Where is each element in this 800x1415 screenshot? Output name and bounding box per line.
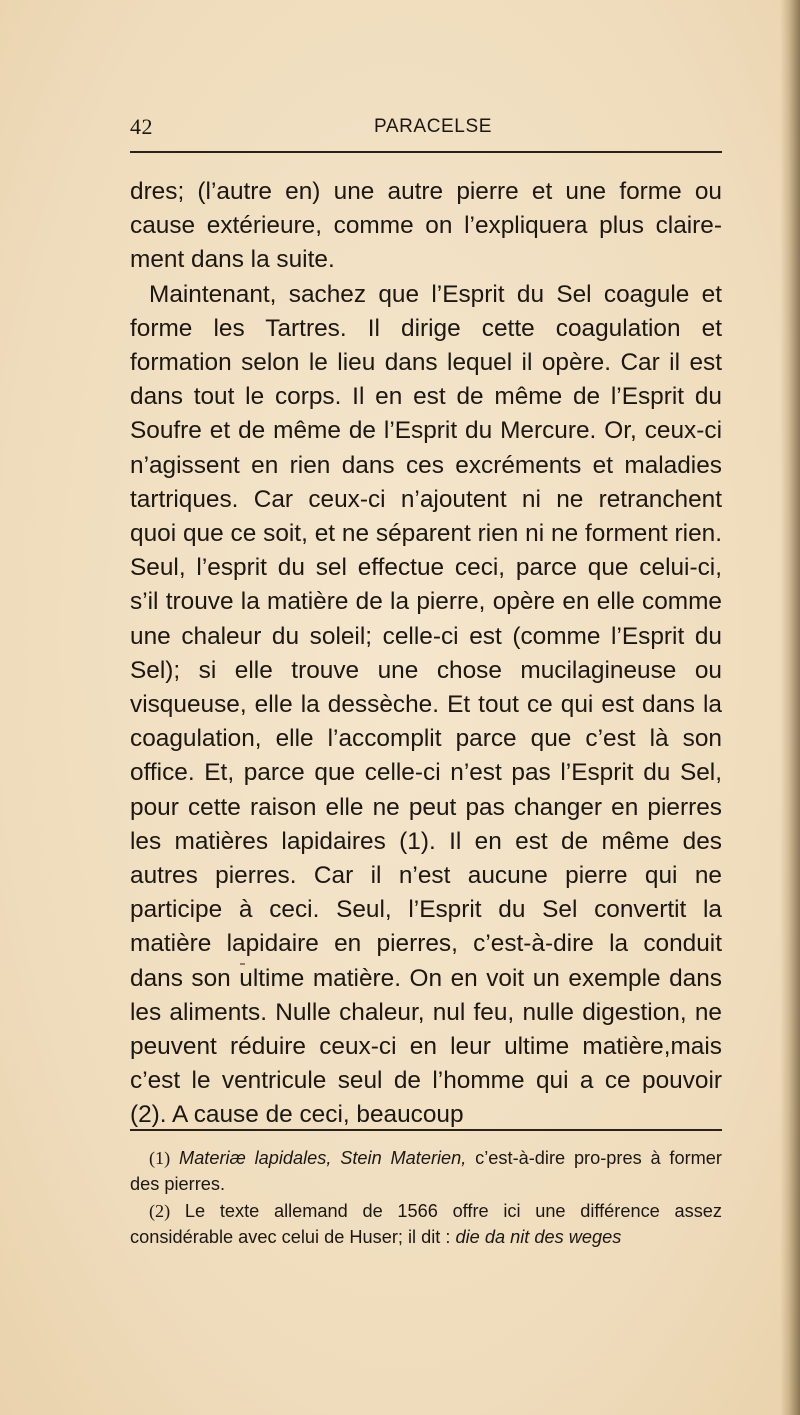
paragraph: dres; (l’autre en) une autre pierre et une forme ou cause extérieure, comme on l’expliquera plus claire-ment dans la suite. [130, 178, 722, 274]
footnote-italic: die da nit des weges [455, 1226, 622, 1247]
footnote-1 [130, 1146, 722, 1197]
main-text [130, 175, 722, 1133]
footnote-italic: Materiæ lapidales, Stein Materien, [179, 1148, 467, 1168]
footnote-number: (2) [149, 1201, 171, 1221]
print-speck [240, 963, 245, 965]
footnote-text: Le texte allemand de 1566 offre ici une différence assez considérable avec celui de Huser; il dit : [130, 1201, 722, 1247]
paragraph: Maintenant, sachez que l’Esprit du Sel coagule et forme les Tartres. Il dirige cette coagulation et formation selon le lieu dans lequel il opère. Car il est dans tout le corps. Il en est de même de l’Esprit du Soufre et de même de l’Esprit du Mercure. Or, ceux-ci n’agissent en rien dans ces excréments et maladies tartriques. Car ceux-ci n’ajoutent ni ne retranchent quoi que ce soit, et ne séparent rien ni ne forment rien. Seul, l’esprit du sel effectue ceci, parce que celui-ci, s’il trouve la matière de la pierre, opère en elle comme une chaleur du soleil; celle-ci est (comme l’Esprit du Sel); si elle trouve une chose mucilagineuse ou visqueuse, elle la dessèche. Et tout ce qui est dans la coagulation, elle l’accomplit parce que c’est là son office. Et, parce que celle-ci n’est pas l’Esprit du Sel, pour cette raison elle ne peut pas changer en pierres les matières lapidaires (1). Il en est de même des autres pierres. Car il n’est aucune pierre qui ne participe à ceci. Seul, l’Esprit du Sel convertit la matière lapidaire en pierres, c’est-à-dire la conduit dans son ultime matière. On en voit un exemple dans les aliments. Nulle chaleur, nul feu, nulle digestion, ne peuvent réduire ceux-ci en leur ultime matière,mais c’est le ventricule seul de l’homme qui a ce pouvoir (2). A cause de ceci, beaucoup [130, 280, 722, 1129]
footnote-text: c’est-à-dire pro-pres à former des pierres. [130, 1148, 722, 1194]
running-head: PARACELSE [373, 116, 493, 137]
page-header [130, 114, 722, 144]
page-number: 42 [130, 114, 153, 139]
footnote-rule [130, 1129, 722, 1131]
footnote-2 [130, 1199, 722, 1250]
footnote-number: (1) [149, 1148, 171, 1168]
header-rule [130, 151, 722, 153]
footnotes [130, 1146, 722, 1252]
